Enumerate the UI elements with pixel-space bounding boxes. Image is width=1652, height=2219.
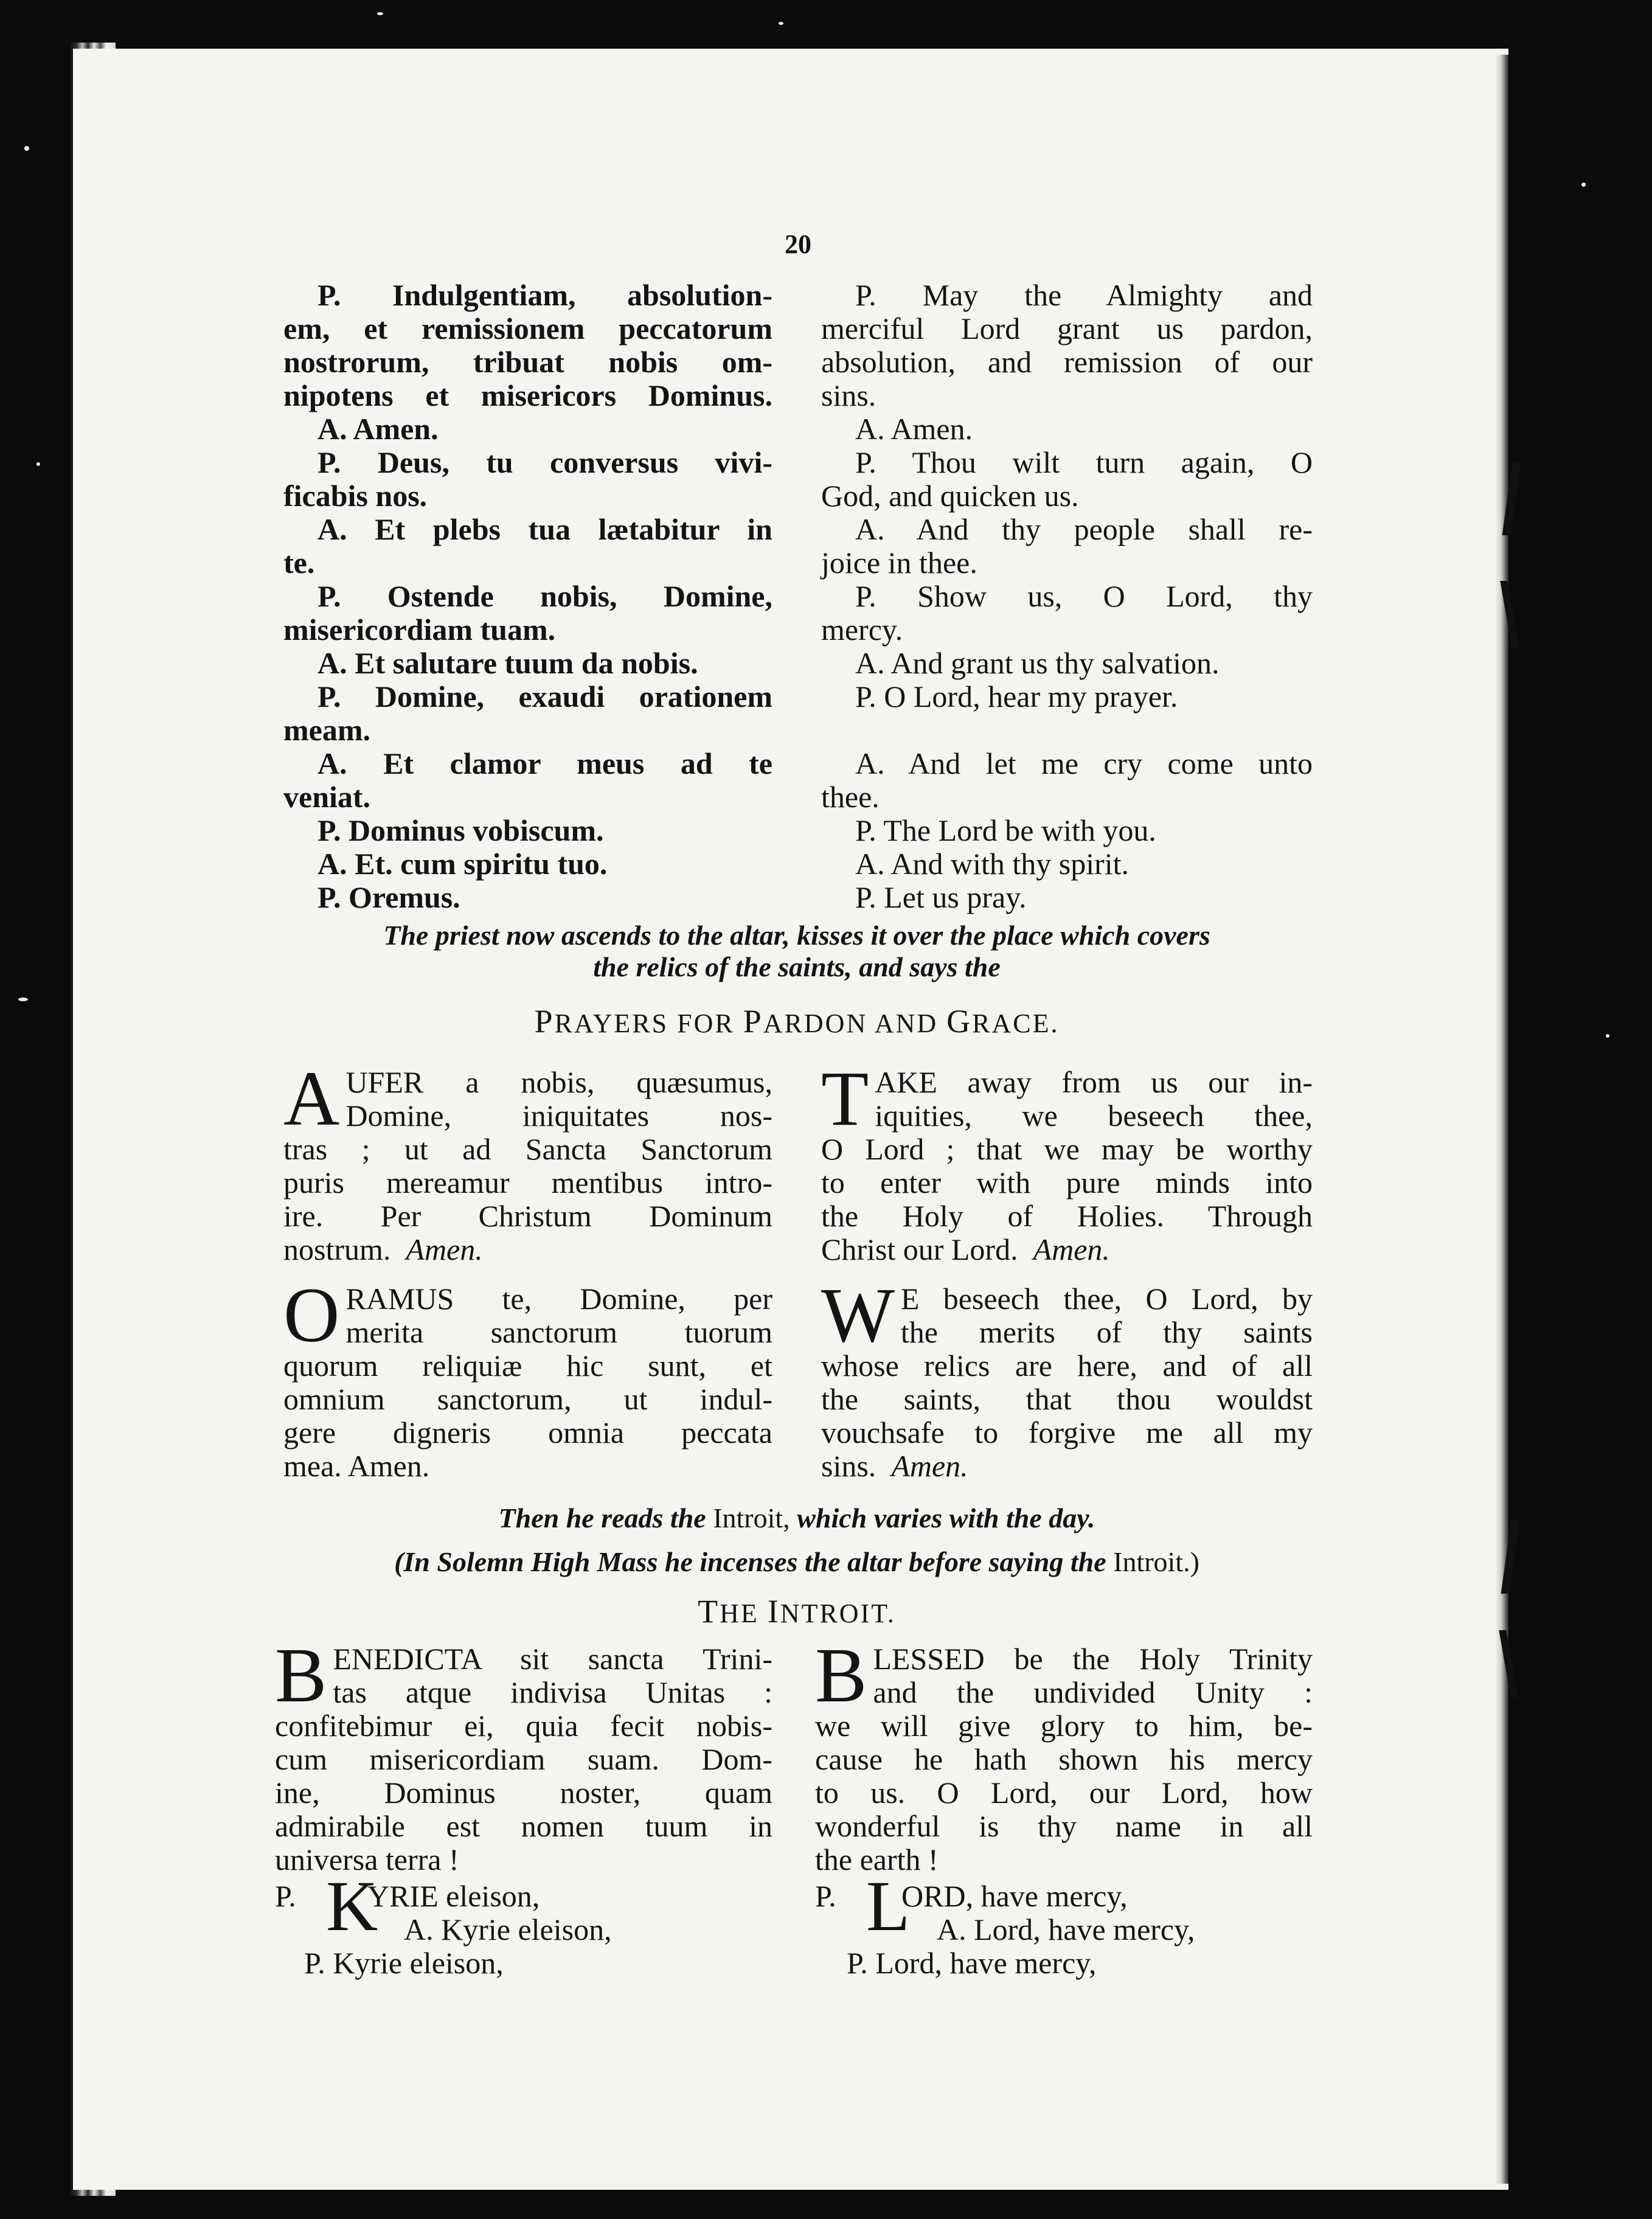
prayer-line: cum misericordiam suam. Dom- xyxy=(275,1742,772,1776)
english-line: P. May the Almighty and xyxy=(855,278,1313,312)
heading-capital: P xyxy=(743,1003,763,1040)
prayer-line: omnium sanctorum, ut indul- xyxy=(283,1382,772,1416)
latin-line: P. Oremus. xyxy=(318,880,460,914)
speaker-label: P. xyxy=(275,1879,296,1913)
aufer-latin xyxy=(283,1055,772,1266)
prayer-line xyxy=(283,1233,772,1266)
versicles-english-column xyxy=(821,279,1313,914)
kyrie-line: YRIE eleison, xyxy=(367,1879,540,1913)
latin-line: P. Ostende nobis, Domine, xyxy=(318,579,772,613)
prayer-line: the saints, that thou wouldst xyxy=(821,1382,1313,1416)
prayer-line: the earth ! xyxy=(815,1842,939,1877)
scan-speck xyxy=(377,12,383,15)
prayer-line: we will give glory to him, be- xyxy=(815,1709,1313,1743)
kyrie-line: A. Lord, have mercy, xyxy=(937,1912,1195,1946)
latin-line: A. Amen. xyxy=(318,412,439,446)
prayer-text: nostrum. xyxy=(283,1232,391,1266)
rubric-text: which varies with the day. xyxy=(797,1502,1095,1533)
page-number: 20 xyxy=(785,229,811,259)
english-line: A. And thy people shall re- xyxy=(855,512,1313,546)
latin-line: nipotens et misericors Dominus. xyxy=(283,378,772,412)
prayer-line: O Lord ; that we may be worthy xyxy=(821,1132,1313,1166)
prayer-line xyxy=(821,1450,1313,1483)
prayer-line: and the undivided Unity : xyxy=(873,1675,1313,1709)
kyrie-line: P. Kyrie eleison, xyxy=(304,1946,504,1980)
prayer-line: admirabile est nomen tuum in xyxy=(275,1809,772,1843)
prayer-line: gere digneris omnia peccata xyxy=(283,1415,772,1450)
latin-line: nostrorum, tribuat nobis om- xyxy=(283,345,772,379)
rubric-line: the relics of the saints, and says the xyxy=(593,951,1001,982)
prayer-line: mea. Amen. xyxy=(283,1449,430,1483)
prayer-line: ENEDICTA sit sancta Trini- xyxy=(333,1642,772,1676)
prayer-line: iquities, we beseech thee, xyxy=(875,1099,1313,1133)
latin-line: misericordiam tuam. xyxy=(283,613,556,647)
drop-cap: W xyxy=(821,1272,895,1358)
introit-english xyxy=(815,1632,1313,1877)
prayer-line: universa terra ! xyxy=(275,1842,459,1877)
speaker-label: P. xyxy=(815,1879,836,1913)
english-line: A. And let me cry come unto xyxy=(855,746,1313,780)
rubric-introit xyxy=(280,1502,1314,1534)
prayer-line: whose relics are here, and of all xyxy=(821,1349,1313,1383)
prayer-text: sins. xyxy=(821,1449,876,1483)
prayer-line: ire. Per Christum Dominum xyxy=(283,1199,772,1233)
scan-speck xyxy=(36,462,40,466)
prayer-line: merita sanctorum tuorum xyxy=(345,1315,772,1349)
drop-cap: T xyxy=(821,1055,869,1142)
english-line: mercy. xyxy=(821,613,903,647)
english-line xyxy=(821,714,1313,747)
latin-line: A. Et clamor meus ad te xyxy=(318,746,772,780)
heading-text: ARDON AND xyxy=(763,1009,939,1038)
amen: Amen. xyxy=(891,1449,968,1483)
drop-cap: L xyxy=(866,1866,911,1946)
prayer-line: vouchsafe to forgive me all my xyxy=(821,1415,1313,1450)
english-line: joice in thee. xyxy=(821,546,977,580)
latin-line: em, et remissionem peccatorum xyxy=(283,311,772,346)
kyrie-english xyxy=(815,1866,1313,1980)
rubric-upright: Introit.) xyxy=(1113,1546,1199,1577)
heading-capital: I xyxy=(767,1593,780,1630)
section-heading-prayers xyxy=(280,1002,1314,1040)
english-line: P. Let us pray. xyxy=(855,880,1027,914)
scan-speck xyxy=(24,146,29,151)
english-line: sins. xyxy=(821,378,876,412)
amen: Amen. xyxy=(406,1232,483,1266)
rubric-solemn-mass xyxy=(280,1546,1314,1578)
aufer-english xyxy=(821,1055,1313,1266)
section-heading-introit xyxy=(280,1592,1314,1630)
latin-line: A. Et salutare tuum da nobis. xyxy=(318,646,698,680)
english-line: P. Show us, O Lord, thy xyxy=(855,579,1313,613)
english-line: thee. xyxy=(821,780,880,814)
page-right-edge xyxy=(1495,55,1508,2184)
kyrie-line: P. Lord, have mercy, xyxy=(847,1946,1097,1980)
prayer-line: ine, Dominus noster, quam xyxy=(275,1776,772,1810)
heading-capital: P xyxy=(534,1003,555,1040)
scan-speck xyxy=(779,22,783,25)
heading-text: RACE. xyxy=(972,1009,1060,1038)
prayer-line: tas atque indivisa Unitas : xyxy=(333,1675,772,1709)
introit-latin xyxy=(275,1632,772,1877)
heading-capital: G xyxy=(946,1003,973,1040)
prayer-line: the Holy of Holies. Through xyxy=(821,1199,1313,1233)
prayer-line: E beseech thee, O Lord, by xyxy=(900,1282,1313,1316)
latin-line: te. xyxy=(283,546,315,580)
oramus-english xyxy=(821,1272,1313,1483)
scan-speck xyxy=(1581,182,1586,187)
latin-line: P. Domine, exaudi orationem xyxy=(318,679,772,714)
scan-speck xyxy=(1606,1034,1609,1038)
latin-line: P. Indulgentiam, absolution- xyxy=(318,278,772,312)
english-line: absolution, and remission of our xyxy=(821,345,1313,379)
drop-cap: B xyxy=(815,1632,867,1718)
english-line: God, and quicken us. xyxy=(821,479,1079,513)
english-line: A. Amen. xyxy=(855,412,973,446)
latin-line: P. Dominus vobiscum. xyxy=(318,813,604,847)
scan-speck xyxy=(18,998,28,1001)
prayer-line: UFER a nobis, quæsumus, xyxy=(345,1065,772,1099)
heading-text: HE xyxy=(720,1599,759,1628)
english-line: P. O Lord, hear my prayer. xyxy=(855,679,1178,714)
prayer-line: confitebimur ei, quia fecit nobis- xyxy=(275,1709,772,1743)
english-line: A. And grant us thy salvation. xyxy=(855,646,1220,680)
drop-cap: K xyxy=(326,1866,378,1946)
prayer-line xyxy=(821,1233,1313,1266)
rubric-line: The priest now ascends to the altar, kisses it over the place which covers xyxy=(383,920,1210,951)
latin-line: meam. xyxy=(283,713,370,747)
prayer-line: RAMUS te, Domine, per xyxy=(345,1282,772,1316)
prayer-line: to enter with pure minds into xyxy=(821,1165,1313,1200)
prayer-line: Domine, iniquitates nos- xyxy=(345,1099,772,1133)
prayer-text: Christ our Lord. xyxy=(821,1232,1018,1266)
prayer-line: AKE away from us our in- xyxy=(875,1065,1313,1099)
drop-cap: B xyxy=(275,1632,327,1718)
amen: Amen. xyxy=(1033,1232,1110,1266)
rubric-text: (In Solemn High Mass he incenses the altar before saying the xyxy=(394,1546,1106,1577)
rubric-text: Then he reads the xyxy=(498,1502,706,1533)
kyrie-line: ORD, have mercy, xyxy=(901,1879,1128,1913)
oramus-latin xyxy=(283,1272,772,1483)
prayer-line: cause he hath shown his mercy xyxy=(815,1742,1313,1776)
drop-cap: A xyxy=(283,1055,340,1142)
english-line: P. Thou wilt turn again, O xyxy=(855,445,1313,479)
latin-line: P. Deus, tu conversus vivi- xyxy=(318,445,772,479)
latin-line: A. Et. cum spiritu tuo. xyxy=(318,847,608,881)
prayer-line: quorum reliquiæ hic sunt, et xyxy=(283,1349,772,1383)
kyrie-line: A. Kyrie eleison, xyxy=(404,1912,612,1946)
latin-line: ficabis nos. xyxy=(283,479,428,513)
heading-capital: T xyxy=(698,1593,720,1630)
prayer-line: to us. O Lord, our Lord, how xyxy=(815,1776,1313,1810)
prayer-line: puris mereamur mentibus intro- xyxy=(283,1165,772,1200)
versicles-latin-column xyxy=(283,279,772,914)
prayer-line: wonderful is thy name in all xyxy=(815,1809,1313,1843)
prayer-line: tras ; ut ad Sancta Sanctorum xyxy=(283,1132,772,1166)
heading-text: NTROIT. xyxy=(780,1599,896,1628)
latin-line: veniat. xyxy=(283,780,371,814)
english-line: merciful Lord grant us pardon, xyxy=(821,311,1313,346)
english-line: P. The Lord be with you. xyxy=(855,813,1156,847)
latin-line: A. Et plebs tua lætabitur in xyxy=(318,512,772,546)
english-line: A. And with thy spirit. xyxy=(855,847,1130,881)
drop-cap: O xyxy=(283,1272,340,1358)
heading-text: RAYERS FOR xyxy=(554,1009,735,1038)
rubric-altar xyxy=(280,920,1314,983)
prayer-line: LESSED be the Holy Trinity xyxy=(873,1642,1313,1676)
rubric-upright: Introit, xyxy=(713,1502,790,1533)
kyrie-latin xyxy=(275,1866,772,1980)
prayer-line: the merits of thy saints xyxy=(900,1315,1313,1349)
